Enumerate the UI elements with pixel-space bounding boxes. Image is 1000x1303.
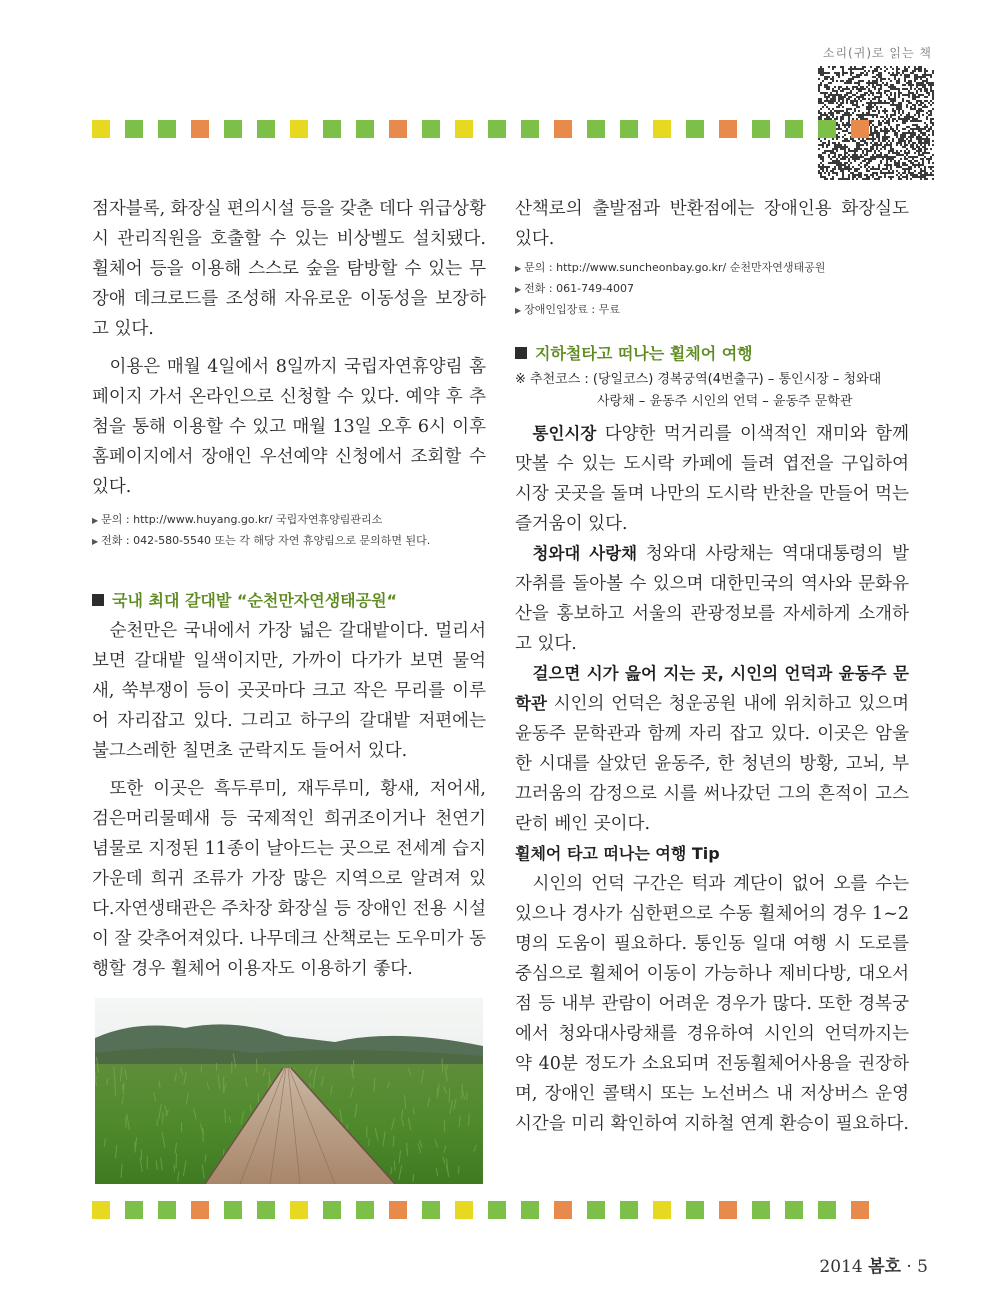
dot-square: [653, 120, 671, 138]
left-note-2: [92, 531, 486, 552]
dot-square: [521, 120, 539, 138]
dot-square: [356, 1201, 374, 1219]
right-note-1: [515, 258, 909, 279]
right-note-3-text: 장애인입장료 : 무료: [524, 303, 620, 316]
dot-square: [488, 120, 506, 138]
left-paragraph-2: 이용은 매월 4일에서 8일까지 국립자연휴양림 홈페이지 가서 온라인으로 신청할 수 있다. 예약 후 추첨을 통해 이용할 수 있고 매월 13일 오후 6시 이후 홈페이지에서 장애인 우선예약 신청에서 조회할 수 있다.: [92, 357, 486, 497]
dot-square: [488, 1201, 506, 1219]
section-poet-hill-title: 걸으면 시가 읊어 지는 곳, 시인의 언덕과 윤동주 문학관: [515, 664, 909, 713]
dot-square: [818, 120, 836, 138]
dot-square: [323, 120, 341, 138]
dot-square: [686, 120, 704, 138]
dot-square: [455, 1201, 473, 1219]
left-column: [92, 194, 486, 984]
dot-square: [422, 1201, 440, 1219]
dot-square: [455, 120, 473, 138]
left-note-2-text: 전화 : 042-580-5540 또는 각 해당 자연 휴양림으로 문의하면 된다.: [101, 534, 431, 547]
dot-square: [257, 1201, 275, 1219]
section-poet-hill-text: 시인의 언덕은 청운공원 내에 위치하고 있으며 윤동주 문학관과 함께 자리 잡고 있다. 이곳은 암울한 시대를 살았던 윤동주, 한 청년의 방황, 고뇌, 부끄러움의 감정으로 시를 써나갔던 그의 흔적이 고스란히 베인 곳이다.: [515, 694, 909, 834]
left-note-1: [92, 510, 486, 531]
dot-square: [191, 120, 209, 138]
dot-square: [224, 120, 242, 138]
triangle-icon: ▶: [92, 537, 99, 546]
dot-square: [620, 1201, 638, 1219]
section-tongin: [515, 419, 909, 539]
dot-square: [323, 1201, 341, 1219]
section-tongin-text: 다양한 먹거리를 이색적인 재미와 함께 맛볼 수 있는 도시락 카페에 들려 엽전을 구입하여 시장 곳곳을 돌며 나만의 도시락 반찬을 만들어 먹는 즐거움이 있다.: [515, 424, 909, 534]
dot-square: [521, 1201, 539, 1219]
dot-square: [752, 1201, 770, 1219]
triangle-icon: ▶: [515, 264, 522, 273]
dot-square: [389, 120, 407, 138]
dot-square: [686, 1201, 704, 1219]
section-sarangchae-text: 청와대 사랑채는 역대대통령의 발자취를 돌아볼 수 있으며 대한민국의 역사와 문화유산을 홍보하고 서울의 관광정보를 자세하게 소개하고 있다.: [515, 544, 909, 654]
qr-label: 소리(귀)로 읽는 책: [822, 46, 932, 60]
route-line-2: 사랑채 – 윤동주 시인의 언덕 – 윤동주 문학관: [597, 394, 853, 409]
left-note-1-text: 문의 : http://www.huyang.go.kr/ 국립자연휴양림관리소: [101, 513, 383, 526]
right-note-2-text: 전화 : 061-749-4007: [524, 282, 635, 295]
dot-square: [587, 1201, 605, 1219]
issue-season: 봄호: [868, 1257, 901, 1277]
triangle-icon: ▶: [515, 285, 522, 294]
dot-square: [554, 1201, 572, 1219]
bullet-square-icon: [92, 594, 104, 606]
left-paragraph-4: 또한 이곳은 흑두루미, 재두루미, 황새, 저어새, 검은머리물떼새 등 국제적인 희귀조이거나 천연기념물로 지정된 11종이 날아드는 곳으로 전세계 습지 가운데 희귀 조류가 가장 많은 지역으로 알려져 있다.자연생태관은 주차장 화장실 등 장애인 전용 시설이 잘 갖추어져있다. 나무데크 산책로는 도우미가 동행할 경우 휠체어 이용자도 이용하기 좋다.: [92, 779, 486, 979]
dot-square: [290, 120, 308, 138]
dot-square: [191, 1201, 209, 1219]
dot-square: [92, 120, 110, 138]
right-note-2: [515, 279, 909, 300]
tip-paragraph: 시인의 언덕 구간은 턱과 계단이 없어 오를 수는 있으나 경사가 심한편으로 수동 휠체어의 경우 1~2명의 도움이 필요하다. 통인동 일대 여행 시 도로를 중심으로 휠체어 이동이 가능하나 제비다방, 대오서점 등 내부 관람이 어려운 경우가 많다. 또한 경복궁에서 청와대사랑채를 경유하여 시인의 언덕까지는 약 40분 정도가 소요되며 전동휠체어사용을 권장하며, 장애인 콜택시 또는 노선버스 내 저상버스 운영시간을 미리 확인하여 지하철 연계 환승이 필요하다.: [515, 874, 909, 1134]
right-column: [515, 194, 909, 1139]
dot-square: [818, 1201, 836, 1219]
dot-square: [125, 1201, 143, 1219]
bottom-dot-row: [92, 1201, 869, 1219]
right-note-1-text: 문의 : http://www.suncheonbay.go.kr/ 순천만자연생태공원: [524, 261, 826, 274]
left-paragraph-1: 점자블록, 화장실 편의시설 등을 갖춘 데다 위급상황시 관리직원을 호출할 수 있는 비상벨도 설치됐다. 휠체어 등을 이용해 스스로 숲을 탐방할 수 있는 무장애 데크로드를 조성해 자유로운 이동성을 보장하고 있다.: [92, 199, 486, 339]
right-note-3: [515, 300, 909, 321]
bullet-square-icon: [515, 347, 527, 359]
dot-square: [719, 1201, 737, 1219]
dot-square: [752, 120, 770, 138]
dot-square: [653, 1201, 671, 1219]
section-sarangchae-title: 청와대 사랑채: [532, 544, 638, 563]
dot-square: [587, 120, 605, 138]
right-heading: [515, 339, 909, 369]
triangle-icon: ▶: [515, 306, 522, 315]
left-heading-text: 국내 최대 갈대밭 “순천만자연생태공원“: [112, 591, 398, 610]
dot-square: [356, 120, 374, 138]
section-poet-hill: [515, 659, 909, 839]
tip-heading: 휠체어 타고 떠나는 여행 Tip: [515, 844, 720, 863]
dot-square: [92, 1201, 110, 1219]
dot-square: [554, 120, 572, 138]
section-tongin-title: 통인시장: [532, 424, 597, 443]
dot-square: [851, 1201, 869, 1219]
page-number: [819, 1252, 928, 1277]
dot-square: [158, 120, 176, 138]
dot-square: [125, 120, 143, 138]
dot-square: [422, 120, 440, 138]
dot-square: [785, 1201, 803, 1219]
right-heading-text: 지하철타고 떠나는 휠체어 여행: [535, 344, 753, 363]
page-separator: ·: [900, 1257, 918, 1277]
top-dot-row: [92, 120, 869, 138]
dot-square: [851, 120, 869, 138]
left-paragraph-3: 순천만은 국내에서 가장 넓은 갈대밭이다. 멀리서 보면 갈대밭 일색이지만, 가까이 다가가 보면 물억새, 쑥부쟁이 등이 곳곳마다 크고 작은 무리를 이루어 자리잡고 있다. 그리고 하구의 갈대밭 저편에는 불그스레한 칠면초 군락지도 들어서 있다.: [92, 621, 486, 761]
dot-square: [389, 1201, 407, 1219]
left-heading: [92, 586, 486, 616]
dot-square: [224, 1201, 242, 1219]
triangle-icon: ▶: [92, 516, 99, 525]
dot-square: [257, 120, 275, 138]
dot-square: [620, 120, 638, 138]
section-sarangchae: [515, 539, 909, 659]
dot-square: [785, 120, 803, 138]
boardwalk-photo: [95, 998, 483, 1184]
page-num: 5: [917, 1257, 928, 1277]
dot-square: [290, 1201, 308, 1219]
dot-square: [158, 1201, 176, 1219]
route-line-1: ※ 추천코스 : (당일코스) 경복궁역(4번출구) – 통인시장 – 청와대: [515, 372, 882, 387]
issue-year: 2014: [819, 1257, 863, 1277]
dot-square: [719, 120, 737, 138]
right-paragraph-1: 산책로의 출발점과 반환점에는 장애인용 화장실도 있다.: [515, 199, 909, 249]
